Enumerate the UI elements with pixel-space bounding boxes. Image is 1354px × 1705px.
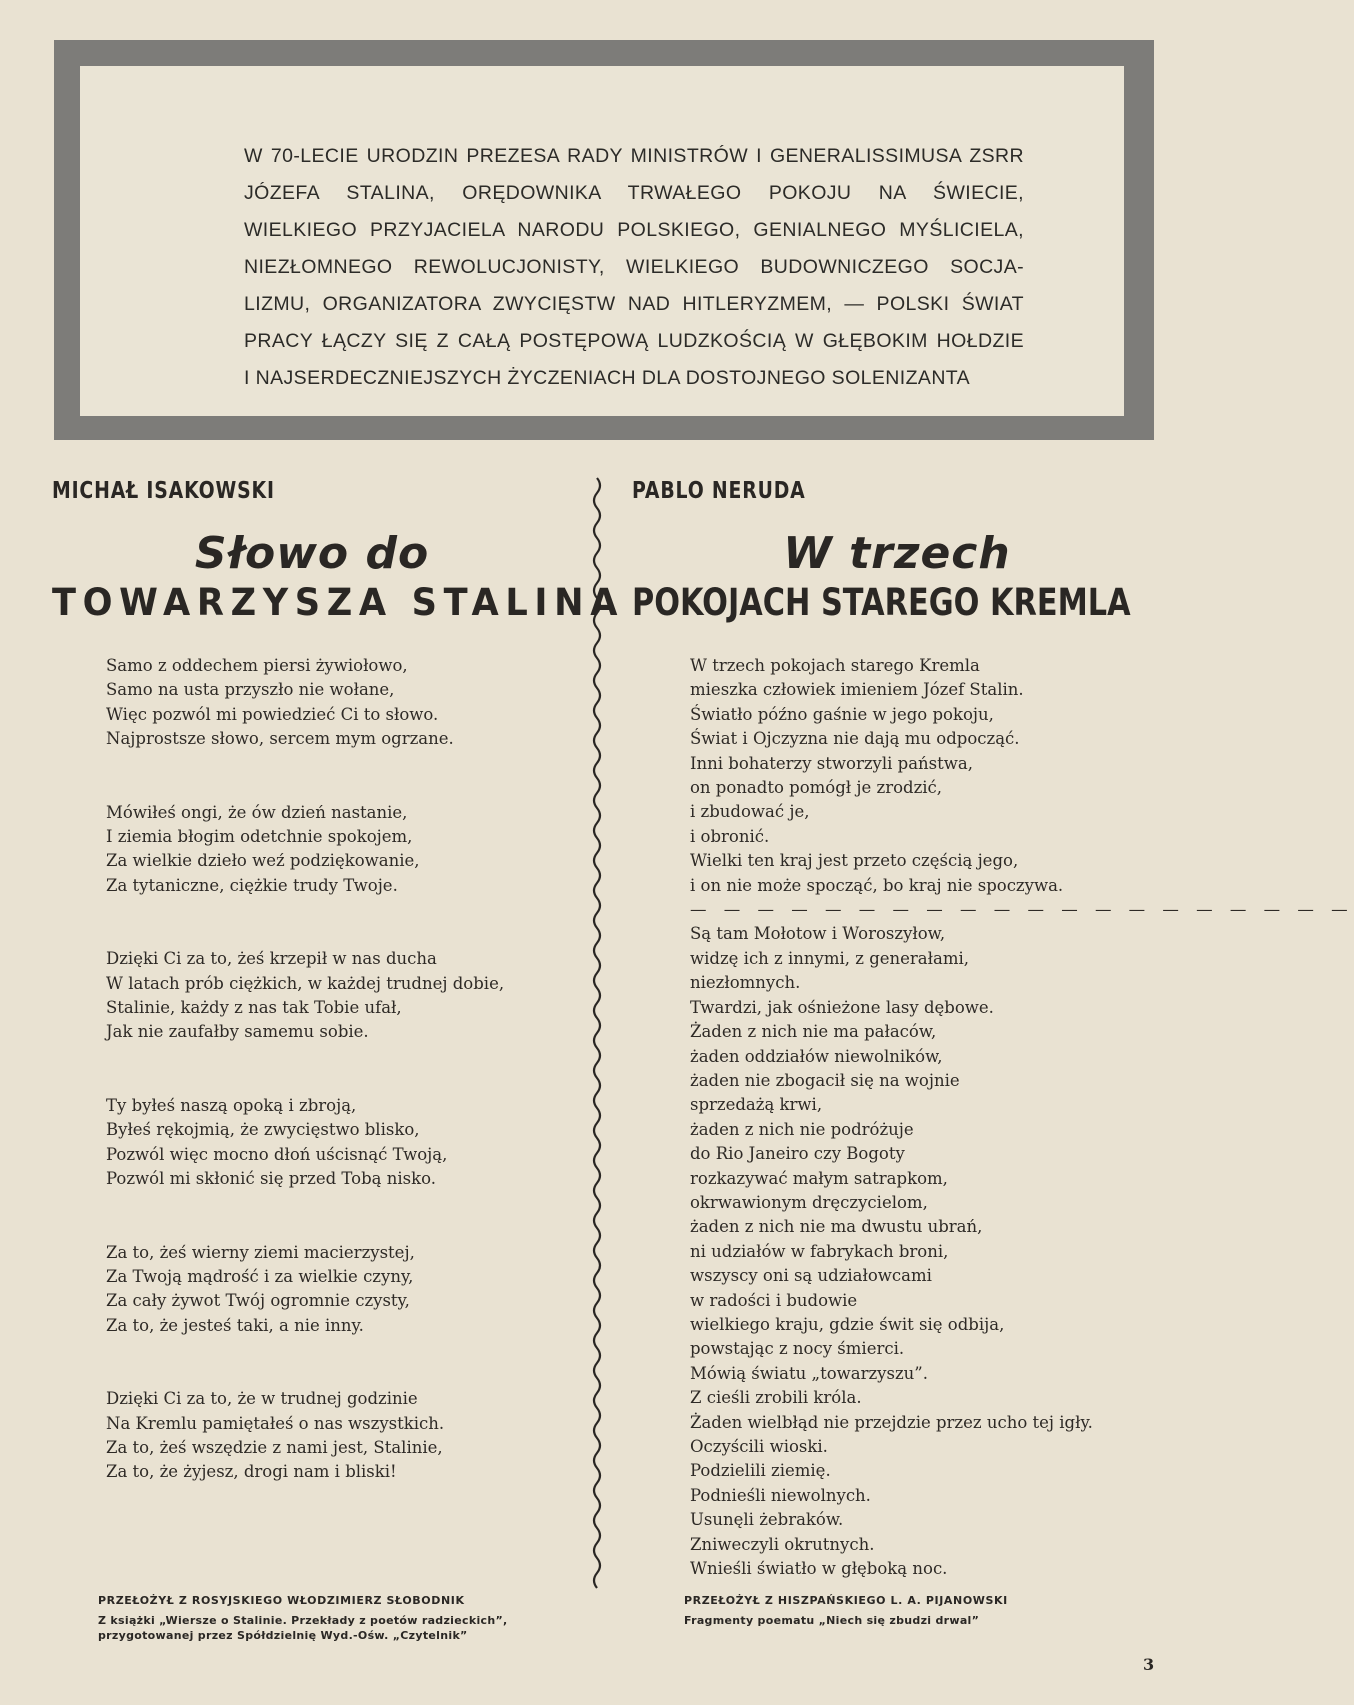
poem-line: Więc pozwól mi powiedzieć Ci to słowo. bbox=[106, 704, 439, 724]
poem-line: i zbudować je, bbox=[690, 802, 810, 822]
dedication-line: PRACY ŁĄCZY SIĘ Z CAŁĄ POSTĘPOWĄ LUDZKOŚCIĄ W GŁĘBOKIM HOŁDZIE bbox=[244, 330, 1024, 352]
poem-line: W trzech pokojach starego Kremla bbox=[690, 656, 980, 675]
poem-line: w radości i budowie bbox=[690, 1290, 858, 1310]
poem-line: Na Kremlu pamiętałeś o nas wszystkich. bbox=[106, 1413, 445, 1433]
credit-source-line: Z książki „Wiersze o Stalinie. Przekłady z poetów radzieckich”, bbox=[98, 1614, 508, 1627]
poem-line: Ty byłeś naszą opoką i zbroją, bbox=[106, 1095, 357, 1115]
poem-line: Z cieśli zrobili króla. bbox=[690, 1388, 862, 1408]
poem-line: Pozwól więc mocno dłoń uścisnąć Twoją, bbox=[106, 1144, 448, 1164]
poem-line: Inni bohaterzy stworzyli państwa, bbox=[690, 753, 973, 773]
poem-line: Samo z oddechem piersi żywiołowo, bbox=[106, 656, 408, 675]
poem-line: sprzedażą krwi, bbox=[690, 1095, 823, 1115]
dedication-line: NIEZŁOMNEGO REWOLUCJONISTY, WIELKIEGO BUDOWNICZEGO SOCJA- bbox=[244, 256, 1024, 278]
poem-line: i obronić. bbox=[690, 826, 770, 846]
poem-line: powstając z nocy śmierci. bbox=[690, 1339, 905, 1359]
stanza bbox=[106, 654, 572, 752]
poem-line: Za to, że żyjesz, drogi nam i bliski! bbox=[106, 1462, 397, 1482]
left-author: MICHAŁ ISAKOWSKI bbox=[52, 478, 275, 504]
poem-line: żaden nie zbogacił się na wojnie bbox=[690, 1070, 960, 1090]
poem-line: i on nie może spocząć, bo kraj nie spoczywa. bbox=[690, 875, 1064, 895]
poem-line: I ziemia błogim odetchnie spokojem, bbox=[106, 827, 413, 847]
poem-line: Świat i Ojczyzna nie dają mu odpocząć. bbox=[690, 729, 1020, 749]
poem-line: Żaden wielbłąd nie przejdzie przez ucho tej igły. bbox=[690, 1412, 1093, 1432]
left-translator-credit bbox=[98, 1594, 507, 1643]
stanza bbox=[106, 801, 572, 899]
poem-line: Mówią światu „towarzyszu”. bbox=[690, 1363, 928, 1383]
left-title-script: Słowo do bbox=[194, 528, 430, 579]
poem-line: widzę ich z innymi, z generałami, bbox=[690, 948, 969, 968]
right-translator-credit bbox=[684, 1594, 1008, 1628]
poem-line: Wielki ten kraj jest przeto częścią jego, bbox=[690, 851, 1019, 871]
poem-line: Podzielili ziemię. bbox=[690, 1461, 831, 1481]
poem-line: Podnieśli niewolnych. bbox=[690, 1485, 871, 1505]
dedication-line: I NAJSERDECZNIEJSZYCH ŻYCZENIACH DLA DOSTOJNEGO SOLENIZANTA bbox=[244, 367, 971, 389]
poem-line: Za to, żeś wierny ziemi macierzystej, bbox=[106, 1242, 415, 1262]
poem-line: Byłeś rękojmią, że zwycięstwo blisko, bbox=[106, 1120, 420, 1140]
dedication-line: LIZMU, ORGANIZATORA ZWYCIĘSTW NAD HITLERYZMEM, — POLSKI ŚWIAT bbox=[244, 293, 1024, 315]
poem-line: okrwawionym dręczycielom, bbox=[690, 1192, 928, 1212]
right-poem bbox=[690, 654, 1354, 1581]
poem-line: Za to, żeś wszędzie z nami jest, Stalinie, bbox=[106, 1437, 443, 1457]
stanza bbox=[106, 1387, 572, 1485]
dedication-line: JÓZEFA STALINA, ORĘDOWNIKA TRWAŁEGO POKOJU NA ŚWIECIE, bbox=[244, 182, 1024, 204]
poem-line: Samo na usta przyszło nie wołane, bbox=[106, 680, 395, 700]
poem-line: Są tam Mołotow i Woroszyłow, bbox=[690, 924, 946, 944]
poem-line: żaden z nich nie ma dwustu ubrań, bbox=[690, 1217, 983, 1237]
poem-line: Najprostsze słowo, sercem mym ogrzane. bbox=[106, 729, 454, 749]
credit-line: PRZEŁOŻYŁ Z HISZPAŃSKIEGO L. A. PIJANOWSKI bbox=[684, 1594, 1008, 1607]
right-author: PABLO NERUDA bbox=[632, 478, 806, 504]
poem-line: żaden z nich nie podróżuje bbox=[690, 1119, 914, 1139]
poem-line: Zniweczyli okrutnych. bbox=[690, 1534, 875, 1554]
poem-line: Dzięki Ci za to, że w trudnej godzinie bbox=[106, 1389, 418, 1409]
poem-line: Oczyścili wioski. bbox=[690, 1437, 828, 1456]
left-poem-column bbox=[52, 470, 625, 1534]
poem-line: ni udziałów w fabrykach broni, bbox=[690, 1241, 949, 1261]
poem-line: rozkazywać małym satrapkom, bbox=[690, 1168, 948, 1188]
poem-line: W latach prób ciężkich, w każdej trudnej dobie, bbox=[106, 973, 505, 993]
left-title-main: TOWARZYSZA STALINA bbox=[52, 581, 625, 624]
poem-line: Dzięki Ci za to, żeś krzepił w nas ducha bbox=[106, 949, 437, 969]
page-number: 3 bbox=[1143, 1655, 1155, 1674]
poem-line: on ponadto pomógł je zrodzić, bbox=[690, 778, 943, 798]
poem-line: Mówiłeś ongi, że ów dzień nastanie, bbox=[106, 802, 408, 822]
section-separator: — — — — — — — — — — — — — — — — — — — — bbox=[690, 900, 1354, 920]
poem-line: Jak nie zaufałby samemu sobie. bbox=[106, 1022, 369, 1042]
poem-line: Za tytaniczne, ciężkie trudy Twoje. bbox=[106, 875, 398, 895]
poem-line: Żaden z nich nie ma pałaców, bbox=[690, 1022, 937, 1042]
poem-line: Twardzi, jak ośnieżone lasy dębowe. bbox=[690, 997, 994, 1017]
poem-line: do Rio Janeiro czy Bogoty bbox=[690, 1144, 905, 1164]
poem-line: Stalinie, każdy z nas tak Tobie ufał, bbox=[106, 998, 402, 1018]
poem-line: Za Twoją mądrość i za wielkie czyny, bbox=[106, 1266, 414, 1286]
stanza bbox=[106, 947, 572, 1045]
poem-line: Za to, że jesteś taki, a nie inny. bbox=[106, 1315, 364, 1335]
poem-line: Usunęli żebraków. bbox=[690, 1510, 844, 1530]
stanza bbox=[106, 1094, 572, 1192]
right-poem-column bbox=[632, 470, 1354, 1581]
stanza bbox=[106, 1241, 572, 1339]
poem-line: niezłomnych. bbox=[690, 973, 801, 993]
poem-line: wszyscy oni są udziałowcami bbox=[690, 1266, 932, 1286]
dedication-line: W 70-LECIE URODZIN PREZESA RADY MINISTRÓW I GENERALISSIMUSA ZSRR bbox=[244, 145, 1024, 167]
poem-line: żaden oddziałów niewolników, bbox=[690, 1046, 943, 1066]
poem-line: Pozwól mi skłonić się przed Tobą nisko. bbox=[106, 1169, 436, 1189]
credit-source-line: Fragmenty poematu „Niech się zbudzi drwal” bbox=[684, 1614, 980, 1627]
dedication-line: WIELKIEGO PRZYJACIELA NARODU POLSKIEGO, GENIALNEGO MYŚLICIELA, bbox=[244, 219, 1024, 241]
dedication-banner bbox=[54, 40, 1154, 440]
credit-line: PRZEŁOŻYŁ Z ROSYJSKIEGO WŁODZIMIERZ SŁOBODNIK bbox=[98, 1594, 465, 1607]
left-poem bbox=[106, 654, 572, 1485]
poem-line: Za wielkie dzieło weź podziękowanie, bbox=[106, 851, 420, 871]
wavy-divider bbox=[585, 478, 609, 1588]
poem-line: mieszka człowiek imieniem Józef Stalin. bbox=[690, 680, 1024, 700]
right-title-script: W trzech bbox=[783, 528, 1011, 579]
dedication-text-panel bbox=[80, 66, 1124, 416]
poem-line: Światło późno gaśnie w jego pokoju, bbox=[690, 704, 994, 724]
right-title-main: POKOJACH STAREGO KREMLA bbox=[632, 581, 1131, 624]
poem-line: wielkiego kraju, gdzie świt się odbija, bbox=[690, 1314, 1005, 1334]
credit-source-line: przygotowanej przez Spółdzielnię Wyd.-Ośw. „Czytelnik” bbox=[98, 1629, 468, 1642]
poem-line: Wnieśli światło w głęboką noc. bbox=[690, 1559, 948, 1579]
poem-line: Za cały żywot Twój ogromnie czysty, bbox=[106, 1291, 410, 1311]
